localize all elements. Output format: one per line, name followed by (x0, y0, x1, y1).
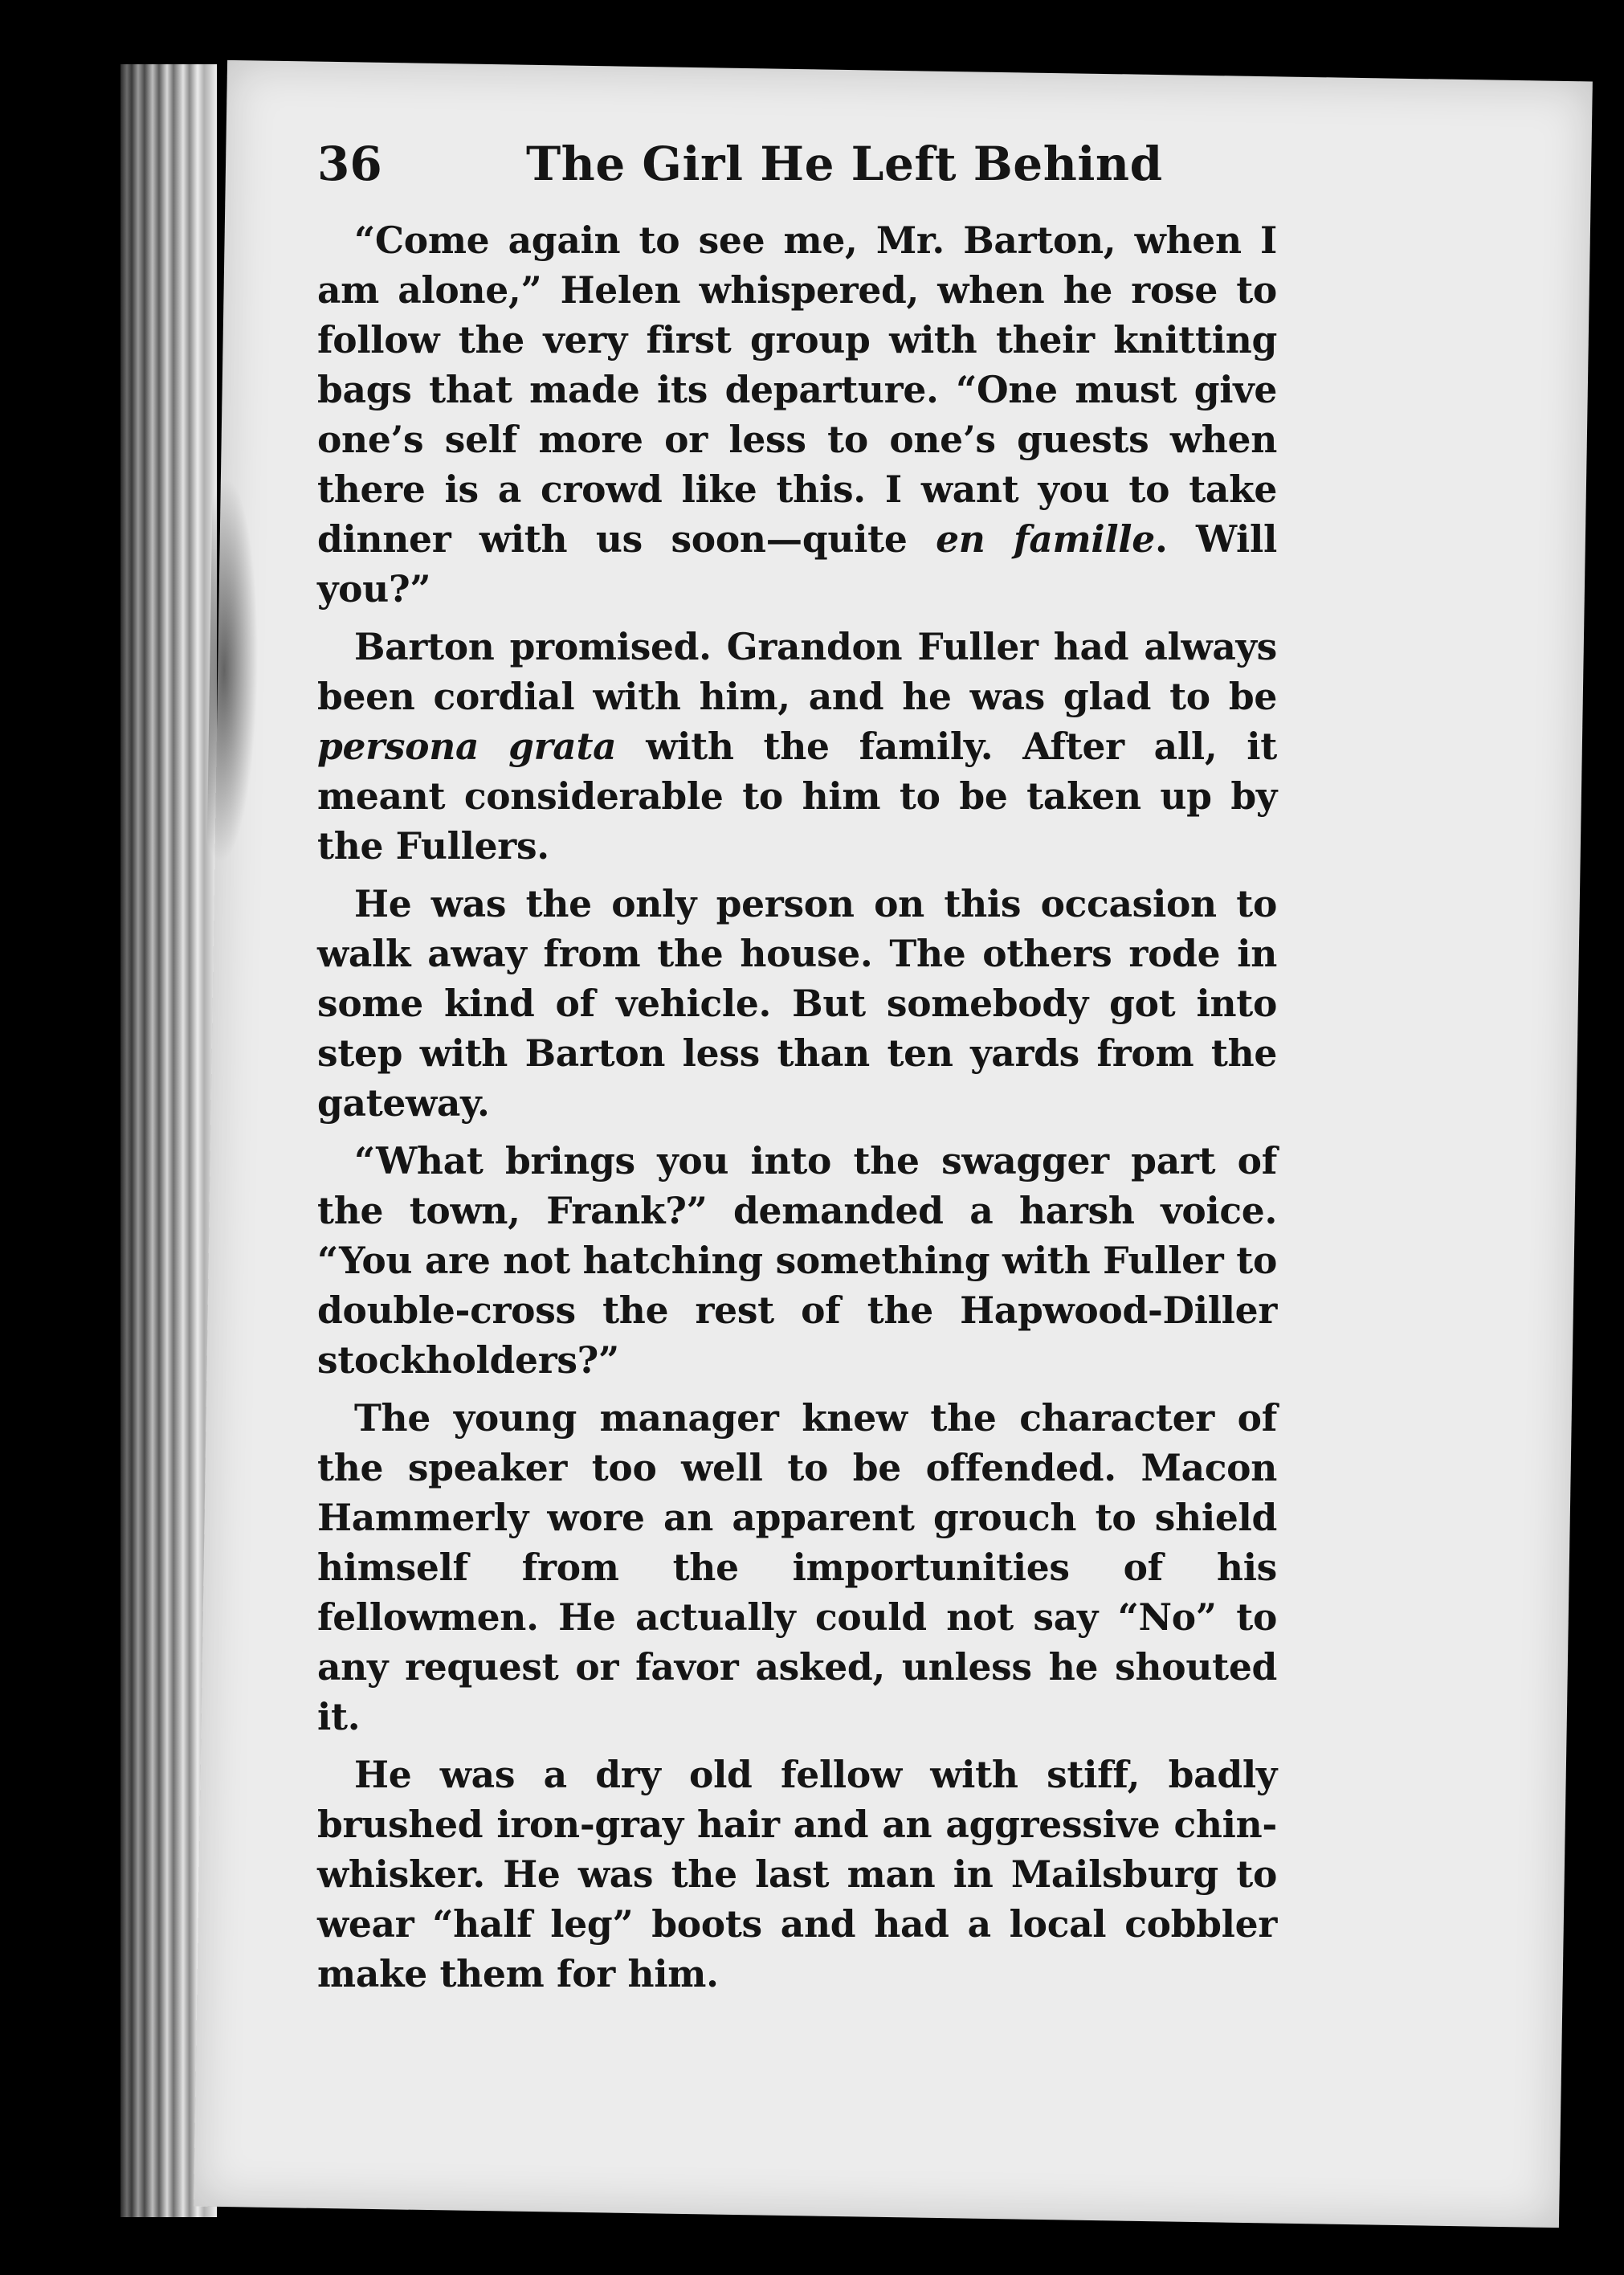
running-head (317, 137, 1277, 209)
page-number: 36 (317, 137, 382, 191)
paragraph: He was the only person on this occasion to walk away from the house. The others rode in some kind of vehicle. But somebody got into step with Barton less than ten yards from the gateway. (317, 882, 1277, 1125)
paragraph: The young manager knew the character of the speaker too well to be offended. Macon Hammerly wore an apparent grouch to shield himself from the importunities of his fellowmen. He actually could not say “No” to any request or favor asked, unless he shouted it. (317, 1396, 1277, 1738)
running-title: The Girl He Left Behind (526, 137, 1163, 191)
italic-phrase: persona grata (317, 725, 617, 768)
paragraph: “What brings you into the swagger part of the town, Frank?” demanded a harsh voice. “You are not hatching something with Fuller to double-cross the rest of the Hapwood-Diller stockholders?” (317, 1139, 1277, 1382)
page-content (317, 137, 1277, 2007)
italic-phrase: en famille (936, 517, 1155, 561)
paragraph: Barton promised. Grandon Fuller had always been cordial with him, and he was glad to be persona grata with the family. After all, it meant considerable to him to be taken up by the Fullers. (317, 625, 1277, 868)
paragraph: “Come again to see me, Mr. Barton, when I am alone,” Helen whispered, when he rose to follow the very first group with their knitting bags that made its departure. “One must give one’s self more or less to one’s guests when there is a crowd like this. I want you to take dinner with us soon—quite en famille. Will you?” (317, 219, 1277, 611)
paragraph: He was a dry old fellow with stiff, badly brushed iron-gray hair and an aggressive chin-whisker. He was the last man in Mailsburg to wear “half leg” boots and had a local cobbler make them for him. (317, 1753, 1277, 1995)
